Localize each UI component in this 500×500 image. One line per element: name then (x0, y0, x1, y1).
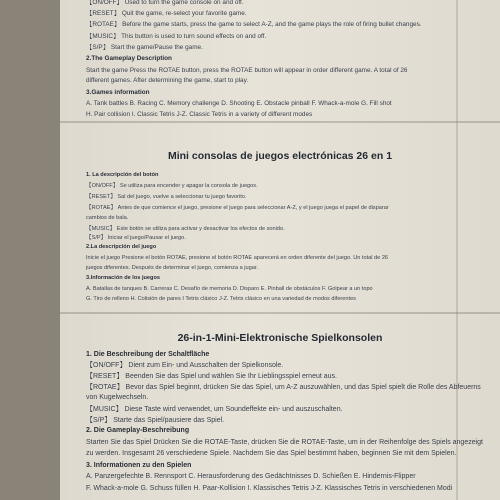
de-heading-gameplay: 2. Die Gameplay-Beschreibung (86, 427, 190, 434)
en-button-rotae: 【ROTAE】 Before the game starts, press the game to select A-Z, and the game plays the role of firing bullet changes. (86, 21, 422, 28)
es-gameplay-text: Inicie el juego Presione el botón ROTAE, presione el botón ROTAE aparecerá en orden diferente del juego. Un total de 26 (86, 255, 389, 261)
de-games-list: F. Whack-a-mole G. Schuss füllen H. Paar-Kollision I. Klassisches Tetris J-Z. Klassisches Tetris in verschiedenen Modi (86, 485, 453, 492)
en-gameplay-text: Start the game Press the ROTAE button, press the ROTAE button will appear in order different game. A total of 26 (86, 67, 408, 74)
de-button-music: 【MUSIC】 Diese Taste wird verwendet, um Soundeffekte ein- und auszuschalten. (86, 406, 343, 413)
de-button-sp: 【S/P】 Starte das Spiel/pausiere das Spiel. (86, 417, 225, 424)
de-button-onoff: 【ON/OFF】 Dient zum Ein- und Ausschalten der Spielkonsole. (86, 362, 284, 369)
de-games-list: A. Panzergefechte B. Rennsport C. Herausforderung des Gedächtnisses D. Schießen E. Hindernis-Flipper (86, 473, 416, 480)
de-gameplay-text: Starten Sie das Spiel Drücken Sie die ROTAE-Taste, drücken Sie die ROTAE-Taste, um in der Reihenfolge des Spiels angezeigt (86, 439, 483, 446)
es-games-list: G. Tiro de relleno H. Colisión de pares I Tetris clásico J-Z. Tetris clásico en una variedad de modos diferentes (86, 296, 356, 302)
en-games-list: A. Tank battles B. Racing C. Memory challenge D. Shooting E. Obstacle pinball F. Whack-a-mole G. Fill shot (86, 100, 392, 107)
de-heading-games: 3. Informationen zu den Spielen (86, 462, 192, 469)
en-button-onoff: 【ON/OFF】 Used to turn the game console on and off. (86, 0, 244, 6)
en-button-sp: 【S/P】 Start the game/Pause the game. (86, 44, 203, 51)
en-games-list: H. Pair collision I. Classic Tetris J-Z. Classic Tetris in a variety of different modes (86, 111, 313, 118)
instruction-sheet (60, 0, 500, 500)
es-heading-gameplay: 2.La descripción del juego (86, 244, 157, 250)
paper-fold (60, 312, 500, 314)
de-title: 26-in-1-Mini-Elektronische Spielkonsolen (177, 332, 383, 344)
en-gameplay-text: different games. After determining the game, start to play. (86, 77, 249, 84)
de-button-rotae: von Kugelwechseln. (86, 394, 149, 401)
es-button-onoff: 【ON/OFF】 Se utiliza para encender y apagar la consola de juegos. (86, 183, 258, 189)
es-button-rotae: 【ROTAE】 Antes de que comience el juego, presione el juego para seleccionar A-Z, y el juego juega el papel de disparar (86, 205, 389, 211)
en-heading-gameplay: 2.The Gameplay Description (86, 55, 172, 62)
es-button-sp: 【S/P】 Iniciar el juego/Pausar el juego. (86, 235, 186, 241)
es-title: Mini consolas de juegos electrónicas 26 en 1 (167, 150, 393, 162)
es-button-music: 【MUSIC】 Este botón se utiliza para activar y desactivar los efectos de sonido. (86, 226, 285, 232)
de-button-reset: 【RESET】 Beenden Sie das Spiel und wählen Sie Ihr Lieblingsspiel erneut aus. (86, 373, 337, 380)
de-gameplay-text: zu werden. Insgesamt 26 verschiedene Spiele. Nachdem Sie das Spiel bestimmt haben, beginnen Sie mit dem Spielen. (86, 450, 457, 457)
es-heading-games: 3.Información de los juegos (86, 275, 160, 281)
es-gameplay-text: juegos diferentes. Después de determinar el juego, comienza a jugar. (86, 265, 258, 271)
de-heading-buttons: 1. Die Beschreibung der Schaltfläche (86, 351, 210, 358)
en-button-reset: 【RESET】 Quit the game, re-select your favorite game. (86, 10, 247, 17)
es-heading-buttons: 1. La descripción del botón (86, 172, 159, 178)
en-heading-games: 3.Games information (86, 89, 150, 96)
es-button-reset: 【RESET】 Sal del juego, vuelve a seleccionar tu juego favorito. (86, 194, 247, 200)
paper-fold (60, 121, 500, 123)
de-button-rotae: 【ROTAE】 Bevor das Spiel beginnt, drücken Sie das Spiel, um A-Z auszuwählen, und das Spiel spielt die Rolle des Abfeuerns (86, 384, 481, 391)
en-button-music: 【MUSIC】 This button is used to turn sound effects on and off. (86, 33, 267, 40)
es-button-rotae: cambios de bala. (86, 215, 129, 221)
es-games-list: A. Batallas de tanques B. Carreras C. Desafío de memoria D. Disparo E. Pinball de obstáculos F. Golpear a un topo (86, 286, 373, 292)
